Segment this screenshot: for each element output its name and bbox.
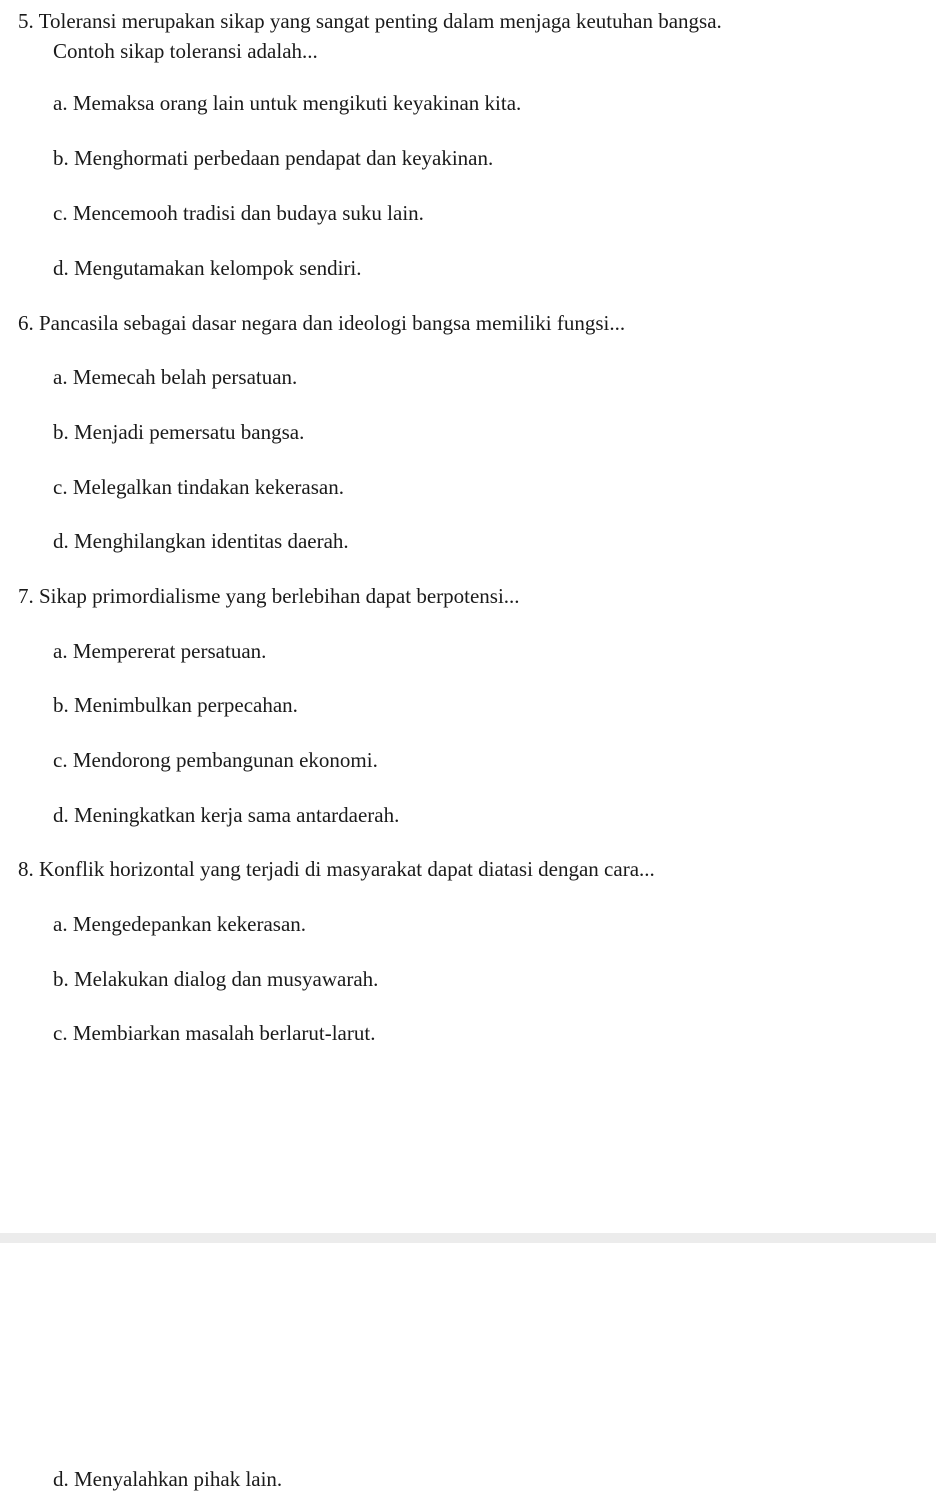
- question-6: [18, 310, 625, 336]
- option-7a[interactable]: a. Mempererat persatuan.: [53, 639, 267, 663]
- question-text: Konflik horizontal yang terjadi di masyarakat dapat diatasi dengan cara...: [39, 857, 655, 881]
- option-5a[interactable]: a. Memaksa orang lain untuk mengikuti keyakinan kita.: [53, 91, 522, 115]
- option-6a[interactable]: a. Memecah belah persatuan.: [53, 365, 298, 389]
- question-number: 8.: [18, 857, 34, 881]
- question-8: [18, 856, 655, 882]
- option-6d[interactable]: d. Menghilangkan identitas daerah.: [53, 529, 349, 553]
- question-text: Toleransi merupakan sikap yang sangat penting dalam menjaga keutuhan bangsa.: [38, 9, 722, 33]
- option-8a[interactable]: a. Mengedepankan kekerasan.: [53, 912, 307, 936]
- option-6c[interactable]: c. Melegalkan tindakan kekerasan.: [53, 475, 344, 499]
- question-number: 7.: [18, 584, 34, 608]
- question-number: 6.: [18, 311, 34, 335]
- option-7d[interactable]: d. Meningkatkan kerja sama antardaerah.: [53, 803, 400, 827]
- page-divider: [0, 1233, 936, 1243]
- option-8d[interactable]: d. Menyalahkan pihak lain.: [53, 1467, 283, 1491]
- question-text: Sikap primordialisme yang berlebihan dapat berpotensi...: [39, 584, 520, 608]
- option-8b[interactable]: b. Melakukan dialog dan musyawarah.: [53, 967, 379, 991]
- option-8c[interactable]: c. Membiarkan masalah berlarut-larut.: [53, 1021, 376, 1045]
- question-7: [18, 583, 520, 609]
- question-5-continuation: Contoh sikap toleransi adalah...: [53, 39, 318, 63]
- option-7c[interactable]: c. Mendorong pembangunan ekonomi.: [53, 748, 378, 772]
- question-number: 5.: [18, 9, 34, 33]
- question-text: Pancasila sebagai dasar negara dan ideologi bangsa memiliki fungsi...: [39, 311, 626, 335]
- question-5: [18, 8, 722, 34]
- option-7b[interactable]: b. Menimbulkan perpecahan.: [53, 693, 298, 717]
- option-5d[interactable]: d. Mengutamakan kelompok sendiri.: [53, 256, 362, 280]
- option-5b[interactable]: b. Menghormati perbedaan pendapat dan keyakinan.: [53, 146, 494, 170]
- option-6b[interactable]: b. Menjadi pemersatu bangsa.: [53, 420, 305, 444]
- option-5c[interactable]: c. Mencemooh tradisi dan budaya suku lain.: [53, 201, 424, 225]
